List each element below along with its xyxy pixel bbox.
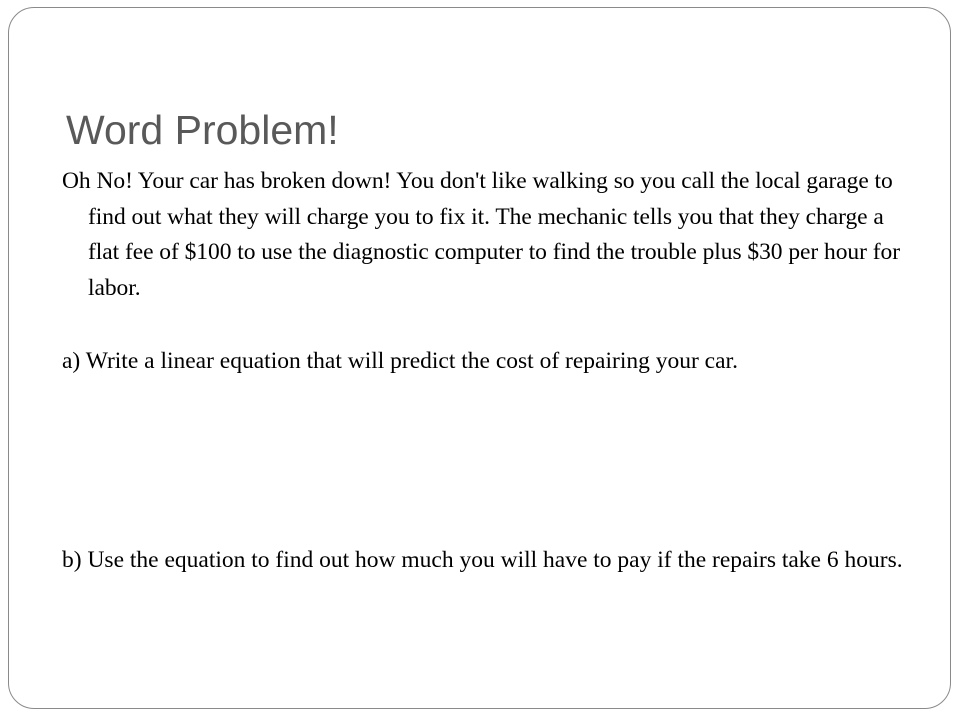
question-a: a) Write a linear equation that will predict the cost of repairing your car. xyxy=(62,348,738,374)
problem-statement: Oh No! Your car has broken down! You don't like walking so you call the local garage to find out what they will charge you to fix it. The mechanic tells you that they charge a flat fee of $100 to use the diagnostic computer to find the trouble plus $30 per hour for labor. xyxy=(62,168,900,301)
slide-title: Word Problem! xyxy=(66,107,339,153)
question-b: b) Use the equation to find out how much you will have to pay if the repairs take 6 hours. xyxy=(62,546,903,573)
slide-body xyxy=(62,164,912,578)
